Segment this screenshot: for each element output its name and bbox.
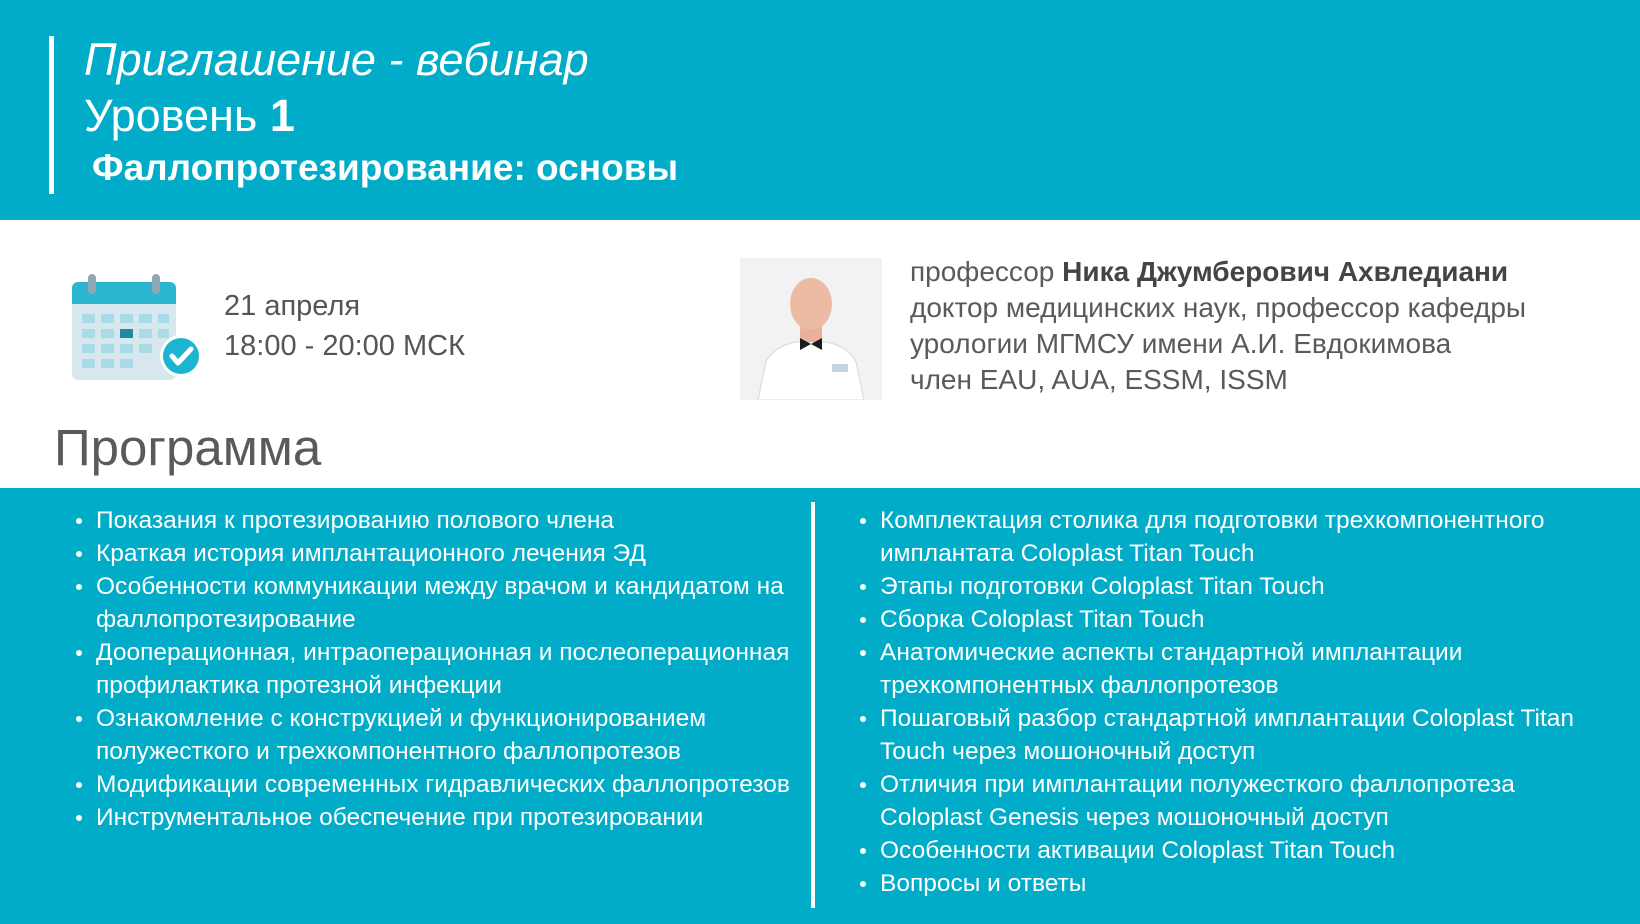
list-item: Показания к протезированию полового члена <box>74 504 794 537</box>
list-item: Пошаговый разбор стандартной имплантации Coloplast Titan Touch через мошоночный доступ <box>858 702 1618 768</box>
speaker-name: Ника Джумберович Ахвледиани <box>1062 256 1509 287</box>
list-item: Дооперационная, интраоперационная и послеоперационная профилактика протезной инфекции <box>74 636 794 702</box>
program-title: Программа <box>54 419 322 476</box>
level-prefix: Уровень <box>84 90 270 141</box>
header-banner <box>0 0 1640 220</box>
invitation-title: Приглашение - вебинар <box>84 34 589 85</box>
event-time: 18:00 - 20:00 МСК <box>224 330 465 362</box>
speaker-affiliation: урологии МГМСУ имени А.И. Евдокимова <box>910 328 1452 359</box>
speaker-degree: доктор медицинских наук, профессор кафедры <box>910 292 1527 323</box>
list-item: Сборка Coloplast Titan Touch <box>858 603 1618 636</box>
list-item: Вопросы и ответы <box>858 867 1618 900</box>
event-date: 21 апреля <box>224 290 361 322</box>
list-item: Особенности коммуникации между врачом и кандидатом на фаллопротезирование <box>74 570 794 636</box>
list-item: Отличия при имплантации полужесткого фаллопротеза Coloplast Genesis через мошоночный доступ <box>858 768 1618 834</box>
program-list-left <box>74 504 794 834</box>
list-item: Анатомические аспекты стандартной имплантации трехкомпонентных фаллопротезов <box>858 636 1618 702</box>
list-item: Особенности активации Coloplast Titan Touch <box>858 834 1618 867</box>
webinar-topic: Фаллопротезирование: основы <box>92 147 679 188</box>
list-item: Комплектация столика для подготовки трехкомпонентного имплантата Coloplast Titan Touch <box>858 504 1618 570</box>
column-divider <box>811 502 815 908</box>
list-item: Краткая история имплантационного лечения ЭД <box>74 537 794 570</box>
speaker-photo <box>740 258 882 400</box>
level-number: 1 <box>269 90 295 141</box>
level-title <box>84 90 295 142</box>
list-item: Модификации современных гидравлических фаллопротезов <box>74 768 794 801</box>
program-section <box>0 488 1640 924</box>
speaker-title: профессор <box>910 256 1063 287</box>
list-item: Ознакомление с конструкцией и функционированием полужесткого и трехкомпонентного фаллопротезов <box>74 702 794 768</box>
program-list-right <box>858 504 1618 900</box>
calendar-check-icon <box>72 274 202 386</box>
speaker-memberships: член EAU, AUA, ESSM, ISSM <box>910 364 1288 395</box>
list-item: Инструментальное обеспечение при протезировании <box>74 801 794 834</box>
list-item: Этапы подготовки Coloplast Titan Touch <box>858 570 1618 603</box>
header-accent-bar <box>49 36 54 194</box>
speaker-info <box>910 254 1610 398</box>
speaker-name-line <box>910 254 1610 290</box>
